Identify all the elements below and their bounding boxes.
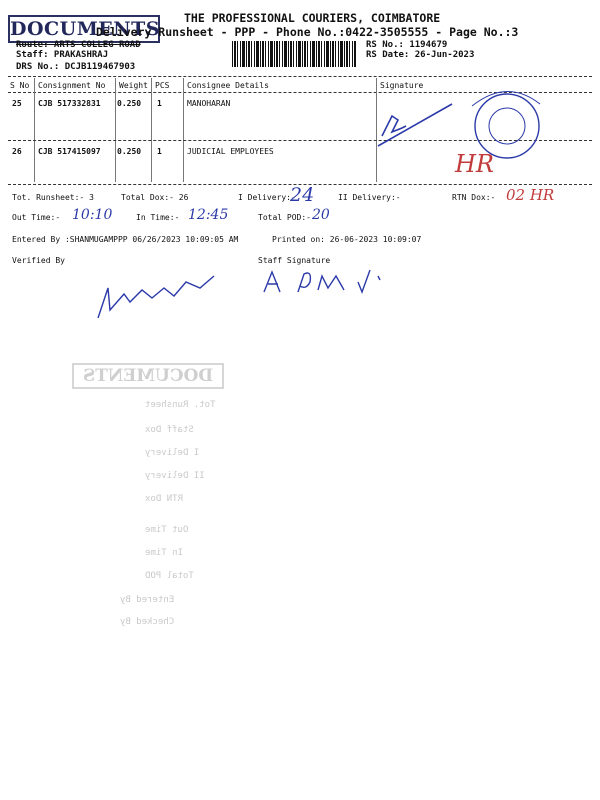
entered-by: Entered By :SHANMUGAMPPP 06/26/2023 10:09:05 AM [12, 235, 239, 244]
verifier-signature [90, 258, 230, 328]
rs-date: RS Date: 26-Jun-2023 [366, 50, 475, 60]
col-weight: Weight [119, 81, 148, 90]
total-dox: Total Dox:- 26 [121, 193, 189, 202]
company-title: THE PROFESSIONAL COURIERS, COIMBATORE [184, 11, 441, 25]
row-pcs: 1 [157, 147, 162, 156]
in-time-hand: 12:45 [188, 207, 229, 223]
staff-signature [258, 262, 398, 302]
total-pod-label: Total POD:- [258, 213, 311, 222]
barcode [232, 41, 356, 67]
ghost-line: Tot. Runsheet [145, 400, 216, 410]
col-consignment: Consignment No [38, 81, 106, 90]
verified-by-label: Verified By [12, 256, 65, 265]
printed-on: Printed on: 26-06-2023 10:09:07 [272, 235, 422, 244]
total-pod-hand: 20 [312, 207, 330, 223]
rtn-dox-label: RTN Dox:- [452, 193, 496, 202]
table-top-rule [8, 76, 592, 77]
col-divider [115, 78, 116, 182]
col-sno: S No [10, 81, 30, 90]
row-consignee: MANOHARAN [187, 99, 231, 108]
row-consignment: CJB 517415097 [38, 147, 101, 156]
row-weight: 0.250 [117, 147, 142, 156]
ghost-line: II Delivery [145, 471, 205, 481]
tot-runsheet: Tot. Runsheet:- 3 [12, 193, 94, 202]
advocate-seal-inner [489, 108, 525, 144]
row-pcs: 1 [157, 99, 162, 108]
row-weight: 0.250 [117, 99, 142, 108]
row26-hr-mark: HR [455, 150, 494, 178]
staff-signature-label: Staff Signature [258, 256, 331, 265]
col-consignee: Consignee Details [187, 81, 269, 90]
row-consignee: JUDICIAL EMPLOYEES [187, 147, 274, 156]
drs-number: DRS No.: DCJB119467903 [16, 62, 136, 72]
route-line: Route: ARTS COLLEG ROAD [16, 40, 141, 50]
rtn-dox-hand: 02 HR [506, 186, 555, 204]
advocate-seal [475, 94, 539, 158]
row-sno: 26 [12, 147, 22, 156]
ghost-line: Out Time [145, 525, 189, 535]
row-consignment: CJB 517332831 [38, 99, 101, 108]
ghost-line: RTN Dox [145, 494, 183, 504]
ghost-line: Total POD [145, 571, 194, 581]
rs-number: RS No.: 1194679 [366, 40, 448, 50]
runsheet-title: Delivery Runsheet - PPP - Phone No.:0422-3505555 - Page No.:3 [96, 25, 519, 39]
col-divider [183, 78, 184, 182]
out-time-hand: 10:10 [72, 207, 113, 223]
ghost-line: In Time [145, 548, 183, 558]
signature-scribble [378, 104, 452, 146]
col-signature: Signature [380, 81, 424, 90]
ii-delivery-label: II Delivery:- [338, 193, 401, 202]
staff-line: Staff: PRAKASHRAJ [16, 50, 109, 60]
col-pcs: PCS [155, 81, 170, 90]
ghost-line: Entered By [120, 595, 175, 605]
i-delivery-label: I Delivery:- [238, 193, 296, 202]
i-delivery-hand: 24 [290, 184, 315, 206]
col-divider [34, 78, 35, 182]
row-sno: 25 [12, 99, 22, 108]
ghost-stamp: DOCUMENTS [72, 363, 224, 389]
ghost-line: I Delivery [145, 448, 200, 458]
documents-stamp: DOCUMENTS [8, 15, 160, 43]
out-time-label: Out Time:- [12, 213, 61, 222]
in-time-label: In Time:- [136, 213, 180, 222]
col-divider [151, 78, 152, 182]
ghost-line: Checked By [120, 617, 175, 627]
ghost-line: Staff Dox [145, 425, 194, 435]
